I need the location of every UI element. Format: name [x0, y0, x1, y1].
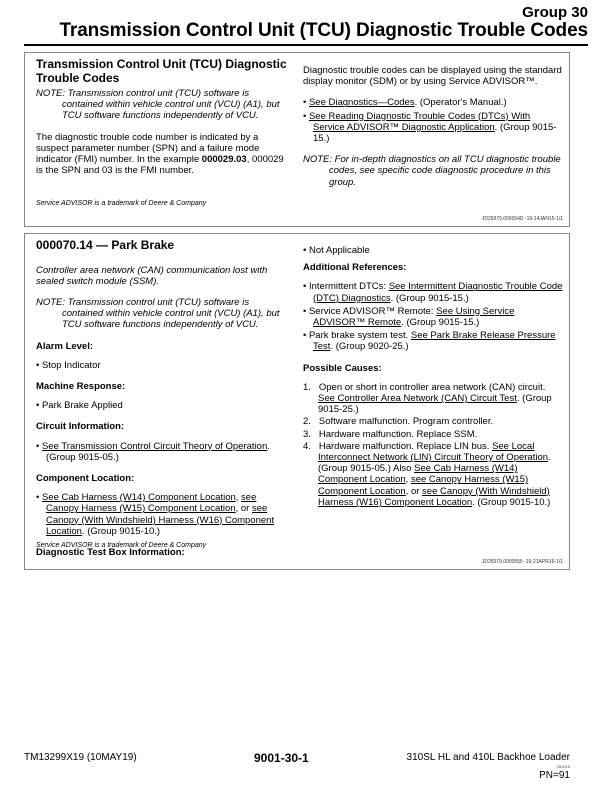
dtc-para-post: , 000029 is the SPN and 03 is the FMI number. [36, 154, 284, 177]
dtc-display-intro: Diagnostic trouble codes can be displayed using the standard display monitor (SDM) or by using Service ADVISOR™. [303, 65, 562, 88]
tcu-software-note: NOTE: Transmission control unit (TCU) software is contained within vehicle control unit (VCU) (A1), but TCU software functions independently of VCU. [36, 88, 280, 122]
test-box-value: Not Applicable [308, 245, 370, 256]
list-item: • Park Brake Applied [36, 400, 123, 412]
cause2-text: Software malfunction. Program controller. [318, 416, 494, 428]
list-item: • See Reading Diagnostic Trouble Codes (DTCs) With Service ADVISOR™ Diagnostic Application. (Group 9015-15.) [303, 110, 557, 145]
list-item [303, 441, 563, 508]
component-sep1: , [235, 492, 242, 504]
cause1-pre: Open or short in controller area network (CAN) circuit. [318, 381, 546, 393]
footer-pn: PN=91 [539, 770, 570, 781]
cause4-mid1: . (Group 9015-05.) Also [318, 452, 551, 475]
canopy-windshield-harness-link[interactable]: see Canopy (With Windshield) Harness (W16) Component Location [46, 503, 275, 537]
intermittent-dtc-link[interactable]: See Intermittent Diagnostic Trouble Code (DTC) Diagnostics [313, 281, 563, 304]
ref3-pre: Park brake system test. [308, 330, 411, 342]
list-item: • Not Applicable [303, 245, 370, 256]
dtc-number-paragraph [36, 132, 291, 177]
list-item: • Intermittent DTCs: See Intermittent Diagnostic Trouble Code (DTC) Diagnostics. (Group 9015-15.) [303, 281, 563, 304]
list-item: • Stop Indicator [36, 359, 101, 371]
footer-page-number: 9001-30-1 [254, 751, 309, 765]
section-park-brake-left [36, 239, 291, 562]
component-location-heading: Component Location: [36, 472, 135, 484]
tcu-software-note: NOTE: Transmission control unit (TCU) software is contained within vehicle control unit (VCU) (A1), but TCU software functions independently of VCU. [36, 296, 280, 331]
cause2-num: 2. [303, 416, 311, 428]
section-park-brake [24, 233, 570, 570]
component-rest: . (Group 9015-10.) [81, 525, 161, 537]
section-park-brake-title: 000070.14 — Park Brake [36, 238, 175, 252]
list-item [303, 416, 563, 427]
test-box-heading: Diagnostic Test Box Information: [36, 546, 185, 558]
circuit-info-heading: Circuit Information: [36, 421, 125, 433]
possible-causes-heading: Possible Causes: [303, 362, 382, 374]
footer-small-code: 051019 [556, 764, 570, 769]
list-item: • Park brake system test. See Park Brake Release Pressure Test. (Group 9020-25.) [303, 330, 556, 353]
list-item [303, 382, 563, 416]
ref1-pre: Intermittent DTCs: [308, 281, 389, 293]
canopy-windshield-harness-link[interactable]: see Canopy (With Windshield) Harness (W16) Component Location [318, 485, 550, 508]
page-title: Transmission Control Unit (TCU) Diagnostic Trouble Codes [59, 20, 588, 41]
cause4-rest: . (Group 9015-10.) [472, 496, 551, 508]
section-tcu-dtc-right [303, 65, 563, 198]
trademark-note: Service ADVISOR is a trademark of Deere & Company [36, 542, 207, 549]
section-park-brake-right [303, 245, 563, 509]
park-brake-test-link[interactable]: See Park Brake Release Pressure Test [313, 330, 556, 353]
ref3-rest: . (Group 9020-25.) [330, 341, 409, 353]
cause4-mid2: , [405, 474, 411, 486]
header-rule [24, 44, 588, 46]
cause1-rest: . (Group 9015-25.) [318, 393, 552, 416]
alarm-level-value: Stop Indicator [41, 359, 101, 371]
ref2-pre: Service ADVISOR™ Remote: [308, 305, 437, 317]
reference-code: JD29379,000054D -19-14JAN15-1/1 [481, 216, 563, 222]
additional-references-heading: Additional References: [303, 262, 407, 274]
group-label: Group 30 [522, 4, 588, 21]
list-item: • See Transmission Control Circuit Theory of Operation. (Group 9015-05.) [36, 440, 270, 463]
cause1-num: 1. [303, 381, 311, 393]
service-advisor-remote-link[interactable]: See Using Service ADVISOR™ Remote [313, 305, 515, 329]
canopy-harness-link[interactable]: see Canopy Harness (W15) Component Location [46, 492, 257, 515]
list-item: • See Diagnostics—Codes. (Operator's Manual.) [303, 97, 507, 109]
circuit-rest: . (Group 9015-05.) [46, 440, 270, 463]
machine-response-heading: Machine Response: [36, 380, 126, 392]
list-item: • See Cab Harness (W14) Component Location, see Canopy Harness (W15) Component Location, or see Canopy (With Windshield) Harness (W16) Component Location. (Group 9015-10.) [36, 492, 275, 537]
ref1-rest: . (Group 9015-15.) [390, 292, 469, 304]
cab-harness-link[interactable]: See Cab Harness (W14) Component Location [318, 463, 518, 486]
footer-machine: 310SL HL and 410L Backhoe Loader [406, 752, 570, 763]
canopy-harness-link[interactable]: see Canopy Harness (W15) Component Location [318, 474, 529, 497]
cause3-text: Hardware malfunction. Replace SSM. [318, 428, 478, 440]
machine-response-value: Park Brake Applied [41, 400, 123, 412]
lin-circuit-theory-link[interactable]: See Local Interconnect Network (LIN) Circuit Theory of Operation [318, 440, 549, 464]
cause4-pre: Hardware malfunction. Replace LIN bus. [318, 440, 493, 452]
section-tcu-dtc-left [36, 58, 291, 186]
dtc-example-code: 000029.03 [201, 154, 247, 166]
dtc-para-pre: The diagnostic trouble code number is indicated by a suspect parameter number (SPN) and a failure mode indicator (FMI) number. In the example [36, 131, 260, 166]
can-circuit-test-link[interactable]: See Controller Area Network (CAN) Circuit Test [318, 393, 517, 405]
circuit-theory-link[interactable]: See Transmission Control Circuit Theory of Operation [41, 440, 268, 452]
cause4-mid3: , or [405, 485, 423, 497]
trademark-note: Service ADVISOR is a trademark of Deere & Company [36, 200, 207, 207]
footer-doc-id: TM13299X19 (10MAY19) [24, 752, 137, 763]
bullet2-rest: . (Group 9015-15.) [313, 121, 557, 145]
reading-dtc-link[interactable]: See Reading Diagnostic Trouble Codes (DTCs) With Service ADVISOR™ Diagnostic Application [308, 110, 531, 133]
cause4-num: 4. [303, 440, 311, 452]
diagnostics-codes-link[interactable]: See Diagnostics—Codes [308, 97, 415, 109]
alarm-level-heading: Alarm Level: [36, 340, 94, 352]
section-tcu-dtc-title: Transmission Control Unit (TCU) Diagnostic Trouble Codes [36, 57, 287, 85]
bullet1-rest: . (Operator's Manual.) [414, 97, 507, 109]
can-lost-intro: Controller area network (CAN) communication lost with sealed switch module (SSM). [36, 264, 268, 287]
cab-harness-link[interactable]: See Cab Harness (W14) Component Location [41, 492, 236, 504]
ref2-rest: . (Group 9015-15.) [401, 317, 480, 329]
list-item [303, 429, 563, 440]
section-tcu-dtc [24, 52, 570, 227]
in-depth-diagnostics-note: NOTE: For in-depth diagnostics on all TCU diagnostic trouble codes, see specific code diagnostic procedure in this group. [303, 154, 561, 188]
list-item: • Service ADVISOR™ Remote: See Using Service ADVISOR™ Remote. (Group 9015-15.) [303, 305, 515, 329]
component-sep2: , or [235, 503, 252, 515]
reference-code: JD29379,0000555 -19-21APR16-1/1 [481, 559, 563, 565]
cause3-num: 3. [303, 428, 311, 440]
